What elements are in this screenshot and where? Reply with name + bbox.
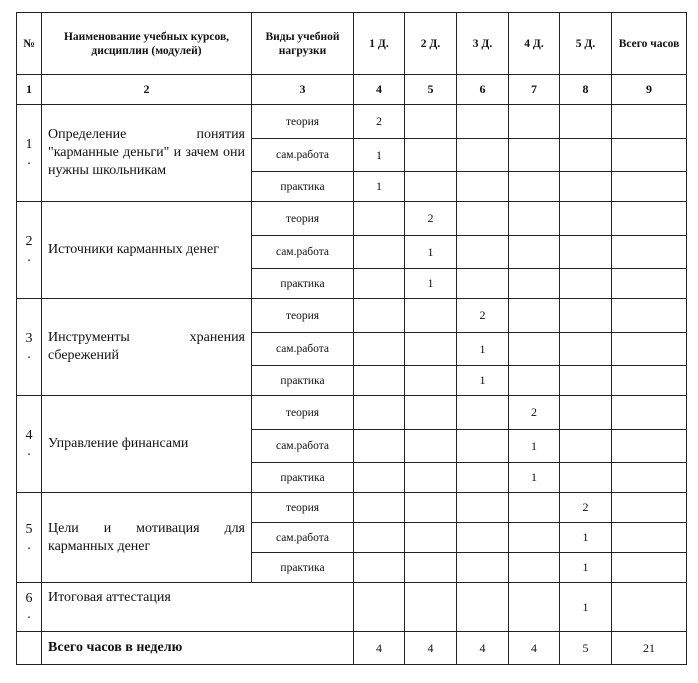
module-number-dot: .	[27, 153, 31, 168]
row-total-hours	[612, 299, 687, 333]
row-total-hours	[612, 430, 687, 463]
totals-day-4: 4	[509, 632, 560, 665]
header-day-5: 5 Д.	[560, 13, 612, 75]
module-row	[17, 493, 687, 523]
day-3-hours	[457, 172, 509, 202]
col-number: 1	[17, 75, 42, 105]
day-1-hours: 1	[354, 172, 405, 202]
load-type: сам.работа	[252, 139, 354, 172]
final-day-4-hours	[509, 583, 560, 632]
module-number-digit: 3	[25, 331, 33, 346]
day-1-hours	[354, 493, 405, 523]
module-row	[17, 105, 687, 139]
day-1-hours: 1	[354, 139, 405, 172]
day-5-hours: 1	[560, 523, 612, 553]
module-number-digit: 2	[25, 234, 33, 249]
day-1-hours	[354, 430, 405, 463]
day-2-hours	[405, 523, 457, 553]
col-number: 4	[354, 75, 405, 105]
module-number-digit: 5	[25, 521, 33, 537]
final-day-2-hours	[405, 583, 457, 632]
day-1-hours	[354, 202, 405, 236]
row-total-hours	[612, 202, 687, 236]
day-4-hours: 1	[509, 463, 560, 493]
row-total-hours	[612, 333, 687, 366]
row-total-hours	[612, 139, 687, 172]
day-5-hours	[560, 430, 612, 463]
load-type: практика	[252, 553, 354, 583]
day-3-hours	[457, 236, 509, 269]
day-5-hours	[560, 202, 612, 236]
final-number-digit: 6	[25, 591, 33, 606]
final-number	[17, 583, 42, 632]
day-2-hours	[405, 396, 457, 430]
day-1-hours	[354, 396, 405, 430]
module-number	[17, 299, 42, 396]
day-2-hours	[405, 553, 457, 583]
module-row	[17, 396, 687, 430]
day-2-hours	[405, 463, 457, 493]
day-1-hours	[354, 366, 405, 396]
day-3-hours	[457, 139, 509, 172]
load-type: сам.работа	[252, 430, 354, 463]
header-day-4: 4 Д.	[509, 13, 560, 75]
module-number-digit: 1	[25, 137, 33, 152]
day-3-hours: 1	[457, 366, 509, 396]
final-row	[17, 583, 687, 632]
totals-grand: 21	[612, 632, 687, 665]
day-4-hours	[509, 236, 560, 269]
day-2-hours	[405, 430, 457, 463]
module-row	[17, 299, 687, 333]
module-name: Источники карманных денег	[42, 202, 252, 299]
day-4-hours	[509, 139, 560, 172]
module-number-digit: 4	[25, 428, 33, 443]
load-type: практика	[252, 366, 354, 396]
totals-day-5: 5	[560, 632, 612, 665]
load-type: теория	[252, 493, 354, 523]
col-number: 8	[560, 75, 612, 105]
day-4-hours	[509, 523, 560, 553]
totals-day-3: 4	[457, 632, 509, 665]
module-number-dot: .	[27, 250, 31, 265]
day-3-hours: 2	[457, 299, 509, 333]
day-3-hours: 1	[457, 333, 509, 366]
day-2-hours: 1	[405, 236, 457, 269]
load-type: сам.работа	[252, 236, 354, 269]
day-2-hours: 1	[405, 269, 457, 299]
day-4-hours	[509, 269, 560, 299]
col-number: 6	[457, 75, 509, 105]
day-1-hours	[354, 523, 405, 553]
day-5-hours	[560, 333, 612, 366]
row-total-hours	[612, 172, 687, 202]
day-5-hours: 1	[560, 553, 612, 583]
totals-label: Всего часов в неделю	[42, 632, 354, 665]
day-5-hours	[560, 396, 612, 430]
col-number: 3	[252, 75, 354, 105]
day-3-hours	[457, 553, 509, 583]
load-type: сам.работа	[252, 333, 354, 366]
day-5-hours	[560, 366, 612, 396]
header-num: №	[17, 13, 42, 75]
day-4-hours	[509, 553, 560, 583]
day-3-hours	[457, 493, 509, 523]
day-3-hours	[457, 430, 509, 463]
module-name: Управление финансами	[42, 396, 252, 493]
header-day-2: 2 Д.	[405, 13, 457, 75]
day-2-hours	[405, 366, 457, 396]
row-total-hours	[612, 396, 687, 430]
module-row	[17, 202, 687, 236]
final-name: Итоговая аттестация	[42, 583, 354, 632]
day-2-hours	[405, 105, 457, 139]
totals-number	[17, 632, 42, 665]
day-1-hours	[354, 236, 405, 269]
load-type: практика	[252, 269, 354, 299]
module-number	[17, 493, 42, 583]
day-3-hours	[457, 463, 509, 493]
final-total-hours	[612, 583, 687, 632]
col-number: 7	[509, 75, 560, 105]
day-1-hours: 2	[354, 105, 405, 139]
day-5-hours	[560, 269, 612, 299]
day-3-hours	[457, 105, 509, 139]
row-total-hours	[612, 463, 687, 493]
header-name: Наименование учебных курсов, дисциплин (модулей)	[42, 13, 252, 75]
day-5-hours	[560, 139, 612, 172]
col-number: 5	[405, 75, 457, 105]
header-row	[17, 13, 687, 75]
row-total-hours	[612, 493, 687, 523]
header-type: Виды учебной нагрузки	[252, 13, 354, 75]
load-type: теория	[252, 299, 354, 333]
module-number-dot: .	[27, 444, 31, 459]
day-5-hours	[560, 236, 612, 269]
header-day-3: 3 Д.	[457, 13, 509, 75]
day-4-hours: 2	[509, 396, 560, 430]
day-4-hours	[509, 172, 560, 202]
module-name: Определение понятия "карманные деньги" и зачем они нужны школьникам	[42, 105, 252, 202]
module-name: Цели и мотивация для карманных денег	[42, 493, 252, 583]
day-3-hours	[457, 269, 509, 299]
row-total-hours	[612, 105, 687, 139]
header-total: Всего часов	[612, 13, 687, 75]
day-2-hours	[405, 139, 457, 172]
final-day-1-hours	[354, 583, 405, 632]
day-4-hours	[509, 493, 560, 523]
load-type: теория	[252, 105, 354, 139]
day-1-hours	[354, 463, 405, 493]
row-total-hours	[612, 236, 687, 269]
day-4-hours	[509, 105, 560, 139]
module-number	[17, 202, 42, 299]
row-total-hours	[612, 523, 687, 553]
day-5-hours: 2	[560, 493, 612, 523]
day-2-hours	[405, 333, 457, 366]
day-3-hours	[457, 396, 509, 430]
day-5-hours	[560, 463, 612, 493]
module-number-dot: .	[27, 347, 31, 362]
module-number	[17, 396, 42, 493]
module-name: Инструменты хранения сбережений	[42, 299, 252, 396]
totals-day-2: 4	[405, 632, 457, 665]
final-day-3-hours	[457, 583, 509, 632]
col-number: 2	[42, 75, 252, 105]
load-type: теория	[252, 202, 354, 236]
day-4-hours	[509, 333, 560, 366]
day-1-hours	[354, 333, 405, 366]
day-5-hours	[560, 299, 612, 333]
module-number-dot: .	[27, 537, 31, 553]
final-day-5-hours: 1	[560, 583, 612, 632]
day-4-hours	[509, 299, 560, 333]
totals-row	[17, 632, 687, 665]
final-number-dot: .	[27, 607, 31, 622]
row-total-hours	[612, 553, 687, 583]
day-4-hours	[509, 202, 560, 236]
day-4-hours	[509, 366, 560, 396]
row-total-hours	[612, 269, 687, 299]
column-number-row	[17, 75, 687, 105]
totals-day-1: 4	[354, 632, 405, 665]
day-3-hours	[457, 202, 509, 236]
load-type: сам.работа	[252, 523, 354, 553]
day-2-hours	[405, 172, 457, 202]
curriculum-table	[16, 12, 687, 665]
module-number	[17, 105, 42, 202]
col-number: 9	[612, 75, 687, 105]
load-type: практика	[252, 172, 354, 202]
day-3-hours	[457, 523, 509, 553]
day-5-hours	[560, 105, 612, 139]
day-2-hours	[405, 493, 457, 523]
day-1-hours	[354, 269, 405, 299]
row-total-hours	[612, 366, 687, 396]
day-5-hours	[560, 172, 612, 202]
load-type: практика	[252, 463, 354, 493]
day-1-hours	[354, 553, 405, 583]
day-1-hours	[354, 299, 405, 333]
day-4-hours: 1	[509, 430, 560, 463]
header-day-1: 1 Д.	[354, 13, 405, 75]
day-2-hours: 2	[405, 202, 457, 236]
day-2-hours	[405, 299, 457, 333]
load-type: теория	[252, 396, 354, 430]
